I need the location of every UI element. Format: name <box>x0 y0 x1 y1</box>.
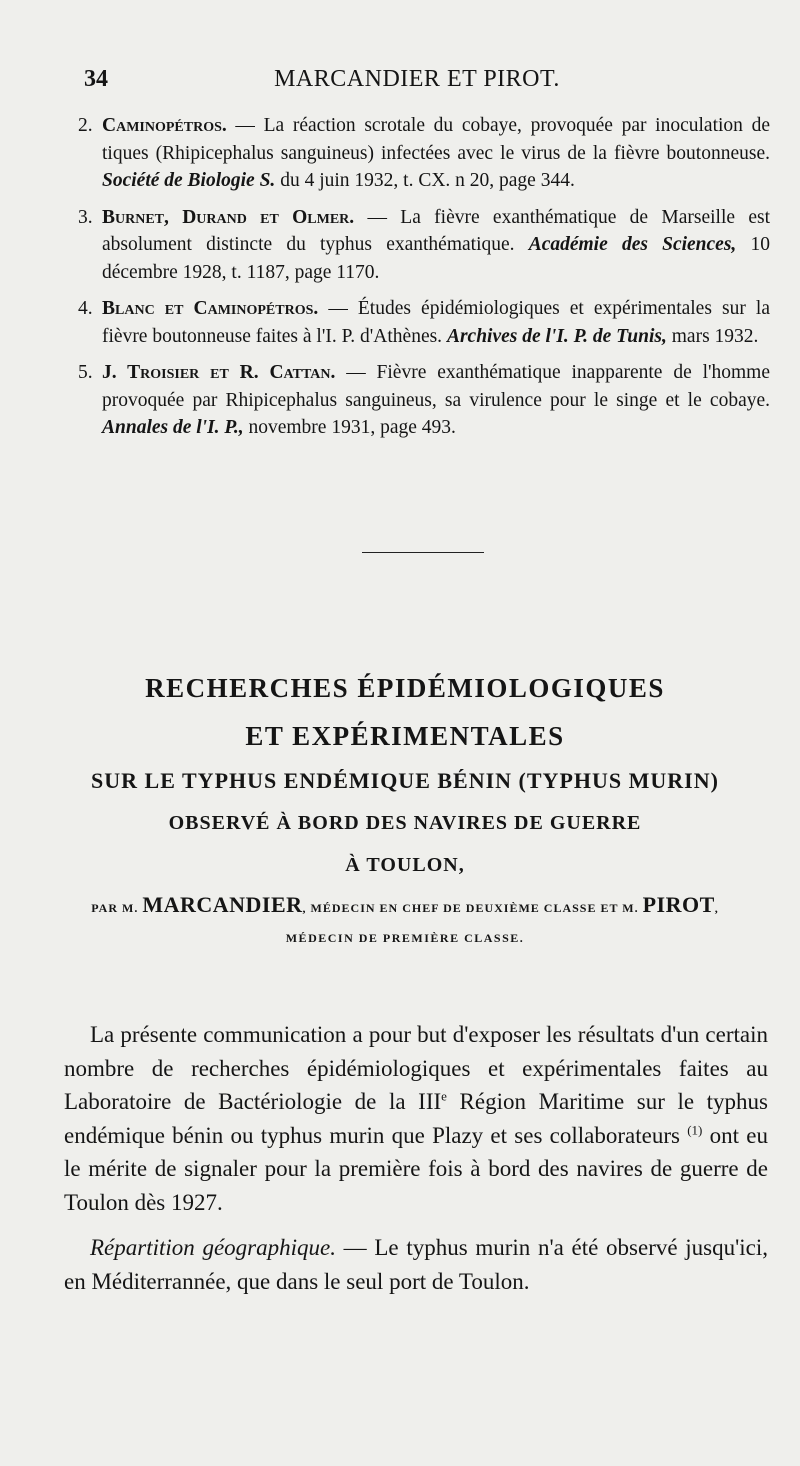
reference-text: — La fièvre exanthématique de Marseille est absolument distincte du typhus exanthématique. <box>102 206 770 255</box>
article-title-line: À TOULON, <box>345 854 465 876</box>
reference-authors: Burnet, Durand et Olmer. <box>102 206 355 228</box>
article-title-line: OBSERVÉ À BORD DES NAVIRES DE GUERRE <box>168 812 642 834</box>
article-title-block <box>40 668 770 951</box>
reference-text: — La réaction scrotale du cobaye, provoquée par inoculation de tiques (Rhipicephalus sanguineus) infectées avec le virus de la fièvre boutonneuse. <box>102 115 770 164</box>
paragraph-text: ont eu le mérite de signaler pour la première fois à bord des navires de guerre de Toulon dès 1927. <box>64 1122 768 1215</box>
byline-prefix: PAR M. <box>91 901 143 915</box>
reference-number: 5. <box>78 362 93 383</box>
article-body <box>64 1018 768 1310</box>
section-divider <box>362 552 484 553</box>
reference-tail: du 4 juin 1932, t. CX. n 20, page 344. <box>275 170 575 191</box>
reference-authors: Caminopétros. <box>102 115 227 136</box>
reference-number: 2. <box>78 115 93 136</box>
reference-authors: J. Troisier et R. Cattan. <box>102 362 336 383</box>
byline-affiliation-line: MÉDECIN DE PREMIÈRE CLASSE. <box>285 931 525 945</box>
article-title-line: ET EXPÉRIMENTALES <box>245 721 565 751</box>
reference-text: — Études épidémiologiques et expérimentales sur la fièvre boutonneuse faites à l'I. P. d'Athènes. <box>102 298 770 347</box>
reference-list <box>78 112 770 451</box>
article-title-line: SUR LE TYPHUS ENDÉMIQUE BÉNIN (TYPHUS MURIN) <box>91 768 719 793</box>
byline <box>40 894 770 919</box>
reference-source: Archives de l'I. P. de Tunis, <box>446 325 667 347</box>
author-name: MARCANDIER <box>142 892 303 917</box>
reference-item <box>78 204 770 287</box>
running-head <box>84 66 750 102</box>
reference-item <box>78 112 770 195</box>
reference-tail: 10 décembre 1928, t. 1187, page 1170. <box>102 234 770 283</box>
reference-source: Société de Biologie S. <box>102 170 276 191</box>
body-paragraph <box>64 1018 768 1219</box>
reference-tail: novembre 1931, page 493. <box>243 417 456 438</box>
footnote-marker: (1) <box>687 1121 703 1137</box>
body-paragraph <box>64 1231 768 1298</box>
section-label: Répartition géographique. <box>90 1235 336 1260</box>
running-title: MARCANDIER ET PIROT. <box>274 66 560 92</box>
reference-number: 3. <box>78 206 93 228</box>
reference-source: Annales de l'I. P., <box>102 417 244 438</box>
reference-tail: mars 1932. <box>666 325 759 347</box>
reference-item <box>78 359 770 442</box>
ordinal-superscript: e <box>441 1088 447 1104</box>
author-name: PIROT <box>642 892 715 917</box>
article-title-line: RECHERCHES ÉPIDÉMIOLOGIQUES <box>145 673 665 703</box>
reference-item <box>78 295 770 350</box>
paragraph-text: Région Maritime sur le typhus endémique bénin ou typhus murin que Plazy et ses collaborateurs <box>64 1089 768 1148</box>
reference-authors: Blanc et Caminopétros. <box>102 298 319 319</box>
byline-affiliation: , MÉDECIN EN CHEF DE DEUXIÈME CLASSE ET M. <box>302 901 643 915</box>
paragraph-text: — Le typhus murin n'a été observé jusqu'ici, en Méditerrannée, que dans le seul port de Toulon. <box>64 1235 769 1294</box>
paragraph-text: La présente communication a pour but d'exposer les résultats d'un certain nombre de recherches épidémiologiques et expérimentales faites au Laboratoire de Bactériologie de la III <box>64 1022 768 1114</box>
reference-text: — Fièvre exanthématique inapparente de l'homme provoquée par Rhipicephalus sanguineus, sa virulence pour le singe et le cobaye. <box>102 362 770 411</box>
page-number: 34 <box>84 66 108 92</box>
reference-number: 4. <box>78 298 93 319</box>
byline-suffix: , <box>714 901 719 915</box>
reference-source: Académie des Sciences, <box>528 234 737 255</box>
